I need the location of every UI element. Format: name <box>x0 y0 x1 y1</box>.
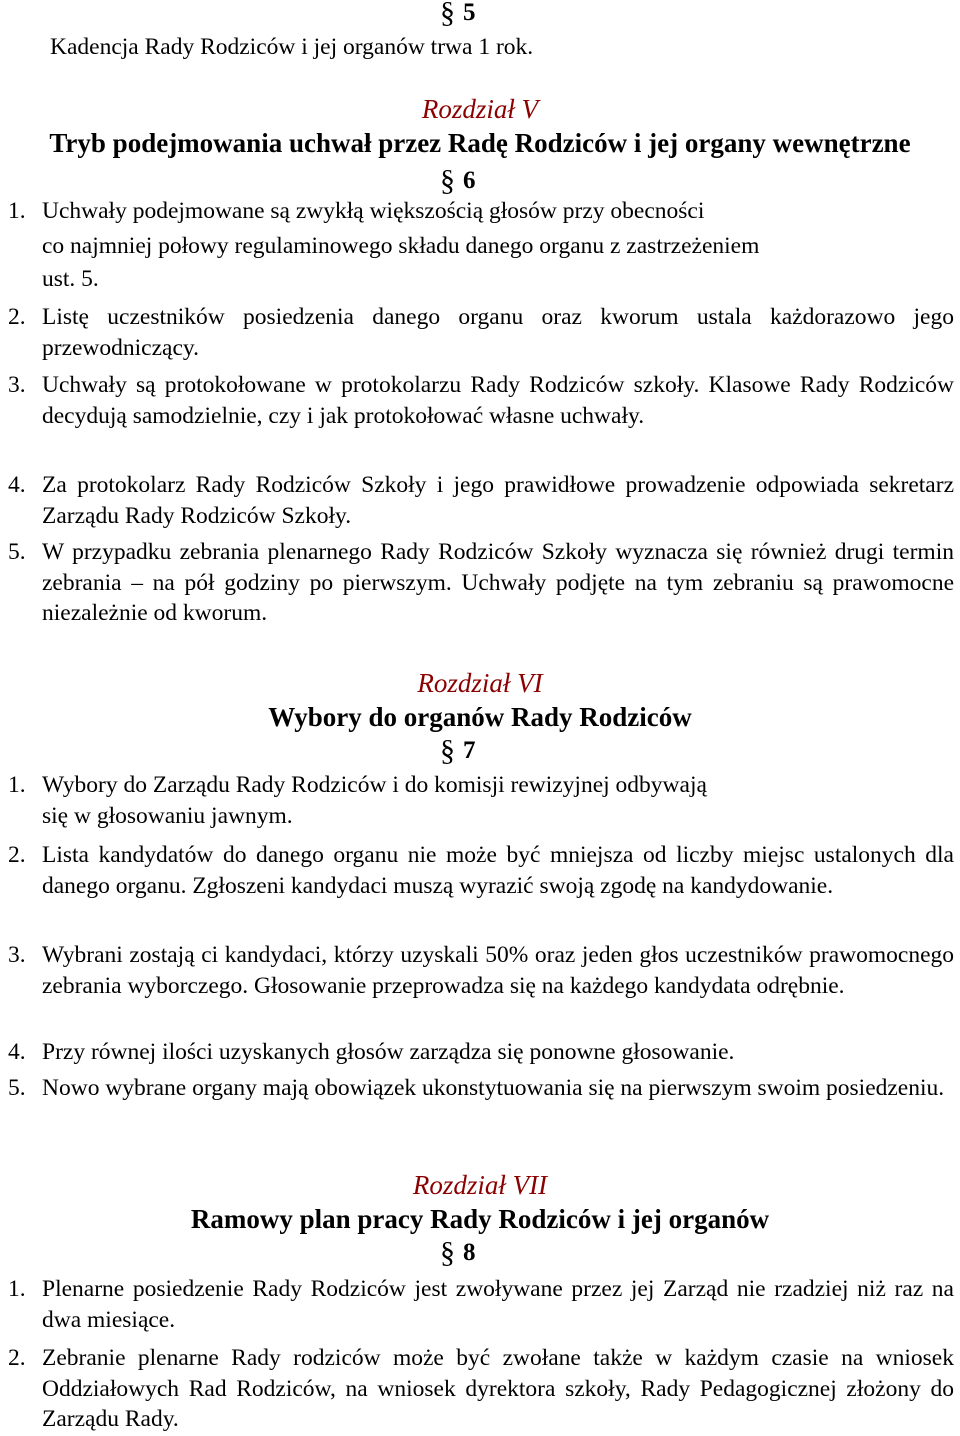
list-item-line: się w głosowaniu jawnym. <box>42 802 293 829</box>
list-item-number: 1. <box>8 1276 26 1302</box>
list-item-number: 3. <box>8 372 26 398</box>
list-item <box>8 1037 954 1069</box>
list-item-number: 5. <box>8 539 26 565</box>
paragraph-5-text: Kadencja Rady Rodziców i jej organów trwa 1 rok. <box>50 34 534 60</box>
list-item <box>8 1073 954 1137</box>
chapter-5-title: Rozdział V <box>421 94 539 124</box>
list-item-number: 1. <box>8 772 26 798</box>
list-item-text: Nowo wybrane organy mają obowiązek ukonstytuowania się na pierwszym swoim posiedzeniu. <box>42 1075 945 1101</box>
list-item <box>8 1274 954 1338</box>
list-item <box>8 196 954 296</box>
list-item <box>8 470 954 534</box>
list-item-line: co najmniej połowy regulaminowego składu danego organu z zastrzeżeniem <box>42 232 760 259</box>
list-item-number: 5. <box>8 1075 26 1101</box>
paragraph-number: 5 <box>463 0 476 26</box>
section-sign: § <box>440 0 455 29</box>
list-item-text: Lista kandydatów do danego organu nie może być mniejsza od liczby miejsc ustalonych dla danego organu. Zgłoszeni kandydaci muszą wyrazić swoją zgodę na kandydowanie. <box>42 842 954 899</box>
list-item-text: Przy równej ilości uzyskanych głosów zarządza się ponowne głosowanie. <box>42 1039 735 1065</box>
list-item-text: Wybrani zostają ci kandydaci, którzy uzyskali 50% oraz jeden głos uczestników prawomocnego zebrania wyborczego. Głosowanie przeprowadza się na każdego kandydata odrębnie. <box>42 942 954 999</box>
paragraph-number: 8 <box>463 1239 476 1266</box>
list-item-text: Zebranie plenarne Rady rodziców może być zwołane także w każdym czasie na wniosek Oddziałowych Rad Rodziców, na wniosek dyrektora szkoły, Rady Pedagogicznej złożony do Zarządu Rady. <box>42 1345 954 1432</box>
list-item <box>8 940 954 1036</box>
chapter-5-subtitle: Tryb podejmowania uchwał przez Radę Rodziców i jej organy wewnętrzne <box>49 128 911 158</box>
list-item <box>8 370 954 466</box>
list-item-line: ust. 5. <box>42 266 99 292</box>
list-item-number: 1. <box>8 198 26 224</box>
list-item-number: 3. <box>8 942 26 968</box>
chapter-6-title: Rozdział VI <box>417 668 543 698</box>
list-item <box>8 840 954 936</box>
list-item <box>8 537 954 633</box>
paragraph-5-heading <box>440 0 476 30</box>
list-item-line: Wybory do Zarządu Rady Rodziców i do komisji rewizyjnej odbywają <box>42 772 707 798</box>
paragraph-number: 7 <box>463 737 476 764</box>
paragraph-7-heading <box>440 734 476 768</box>
paragraph-number: 6 <box>463 167 476 194</box>
section-sign: § <box>440 734 455 767</box>
list-item-number: 2. <box>8 1345 26 1371</box>
list-item-text: Plenarne posiedzenie Rady Rodziców jest zwoływane przez jej Zarząd nie rzadziej niż raz na dwa miesiące. <box>42 1276 954 1333</box>
list-item <box>8 770 954 834</box>
list-item-line: Uchwały podejmowane są zwykłą większością głosów przy obecności <box>42 198 705 224</box>
list-item <box>8 302 954 366</box>
list-item-number: 2. <box>8 304 26 330</box>
paragraph-6-heading <box>440 164 476 198</box>
chapter-6-subtitle: Wybory do organów Rady Rodziców <box>268 702 692 732</box>
list-item-text: Uchwały są protokołowane w protokolarzu Rady Rodziców szkoły. Klasowe Rady Rodziców decydują samodzielnie, czy i jak protokołować własne uchwały. <box>42 372 954 429</box>
chapter-7-title: Rozdział VII <box>412 1170 548 1200</box>
list-item-number: 4. <box>8 472 26 498</box>
list-item-text: Za protokolarz Rady Rodziców Szkoły i jego prawidłowe prowadzenie odpowiada sekretarz Zarządu Rady Rodziców Szkoły. <box>42 472 954 529</box>
section-sign: § <box>440 164 455 197</box>
paragraph-8-heading <box>440 1236 476 1270</box>
section-sign: § <box>440 1236 455 1269</box>
list-item-number: 4. <box>8 1039 26 1065</box>
list-item-text: Listę uczestników posiedzenia danego organu oraz kworum ustala każdorazowo jego przewodniczący. <box>42 304 954 361</box>
list-item-text: W przypadku zebrania plenarnego Rady Rodziców Szkoły wyznacza się również drugi termin zebrania – na pół godziny po pierwszym. Uchwały podjęte na tym zebraniu są prawomocne niezależnie od kworum. <box>42 539 954 626</box>
list-item-number: 2. <box>8 842 26 868</box>
chapter-7-subtitle: Ramowy plan pracy Rady Rodziców i jej organów <box>190 1204 770 1234</box>
list-item <box>8 1343 954 1435</box>
